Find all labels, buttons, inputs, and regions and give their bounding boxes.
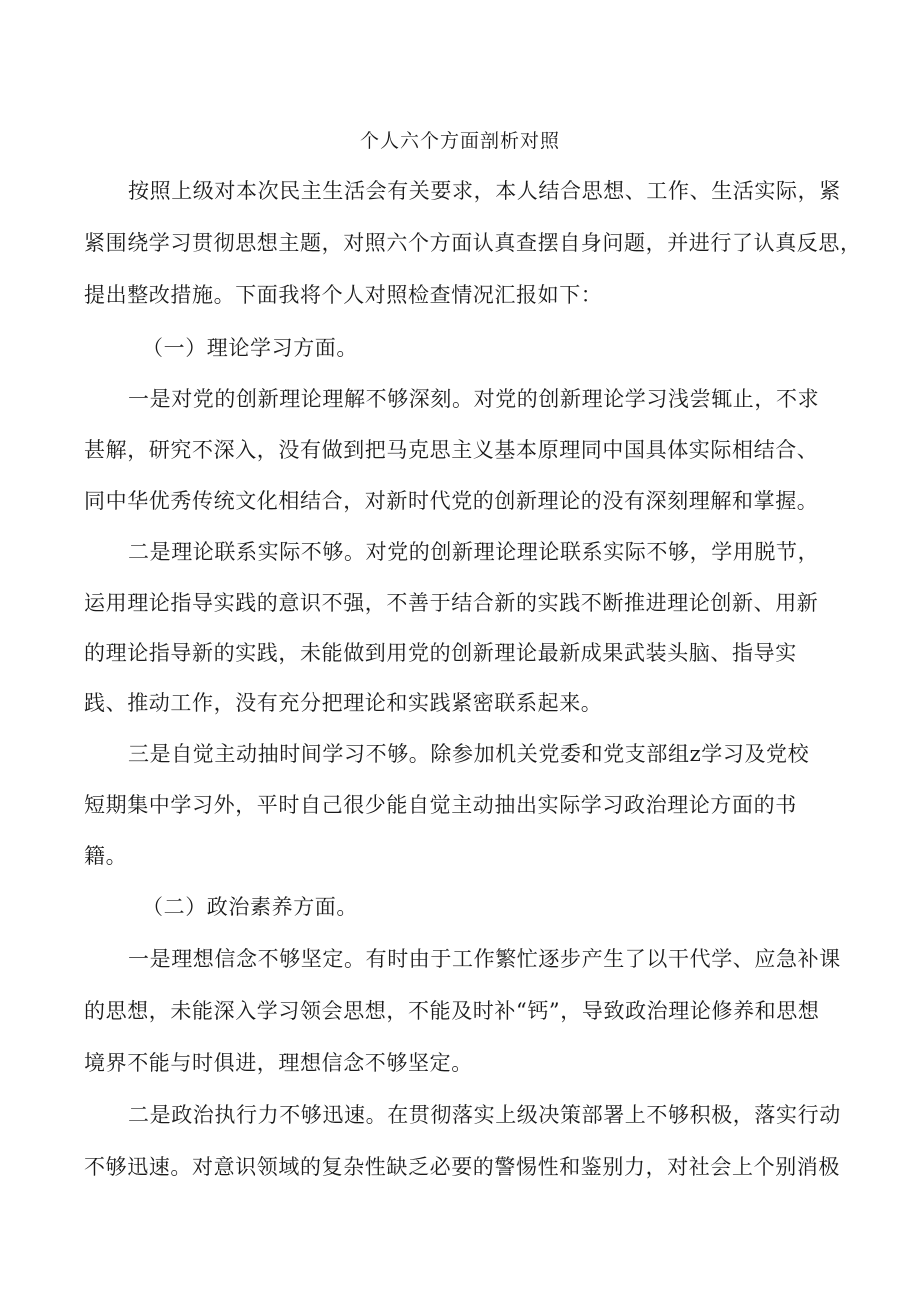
paragraph-line: 一是对党的创新理论理解不够深刻。对党的创新理论学习浅尝辄止，不求 xyxy=(128,387,820,411)
section-heading: （二）政治素养方面。 xyxy=(142,895,358,919)
paragraph-line: 紧围绕学习贯彻思想主题，对照六个方面认真查摆自身问题，并进行了认真反思， xyxy=(84,231,862,255)
paragraph-line: 籍。 xyxy=(84,844,128,868)
paragraph-line: 境界不能与时俱进，理想信念不够坚定。 xyxy=(84,1051,473,1075)
paragraph-line: 按照上级对本次民主生活会有关要求，本人结合思想、工作、生活实际，紧 xyxy=(128,179,841,203)
paragraph-line: 不够迅速。对意识领域的复杂性缺乏必要的警惕性和鉴别力，对社会上个别消极 xyxy=(84,1155,840,1179)
section-heading: （一）理论学习方面。 xyxy=(142,336,358,360)
paragraph-line: 践、推动工作，没有充分把理论和实践紧密联系起来。 xyxy=(84,691,603,715)
paragraph-line: 的思想，未能深入学习领会思想，不能及时补“钙”，导致政治理论修养和思想 xyxy=(84,999,820,1023)
paragraph-line: 一是理想信念不够坚定。有时由于工作繁忙逐步产生了以干代学、应急补课 xyxy=(128,947,841,971)
paragraph-line: 同中华优秀传统文化相结合，对新时代党的创新理论的没有深刻理解和掌握。 xyxy=(84,489,819,513)
document-title: 个人六个方面剖析对照 xyxy=(359,130,560,152)
paragraph-line: 二是理论联系实际不够。对党的创新理论理论联系实际不够，学用脱节， xyxy=(128,540,820,564)
paragraph-line: 短期集中学习外，平时自己很少能自觉主动抽出实际学习政治理论方面的书 xyxy=(84,793,797,817)
paragraph-line: 的理论指导新的实践，未能做到用党的创新理论最新成果武装头脑、指导实 xyxy=(84,641,797,665)
paragraph-line: 运用理论指导实践的意识不强，不善于结合新的实践不断推进理论创新、用新 xyxy=(84,591,819,615)
paragraph-line: 甚解，研究不深入，没有做到把马克思主义基本原理同中国具体实际相结合、 xyxy=(84,438,819,462)
paragraph-line: 提出整改措施。下面我将个人对照检查情况汇报如下： xyxy=(84,283,603,307)
paragraph-line: 二是政治执行力不够迅速。在贯彻落实上级决策部署上不够积极，落实行动 xyxy=(128,1103,841,1127)
paragraph-line: 三是自觉主动抽时间学习不够。除参加机关党委和党支部组z学习及党校 xyxy=(128,742,810,766)
